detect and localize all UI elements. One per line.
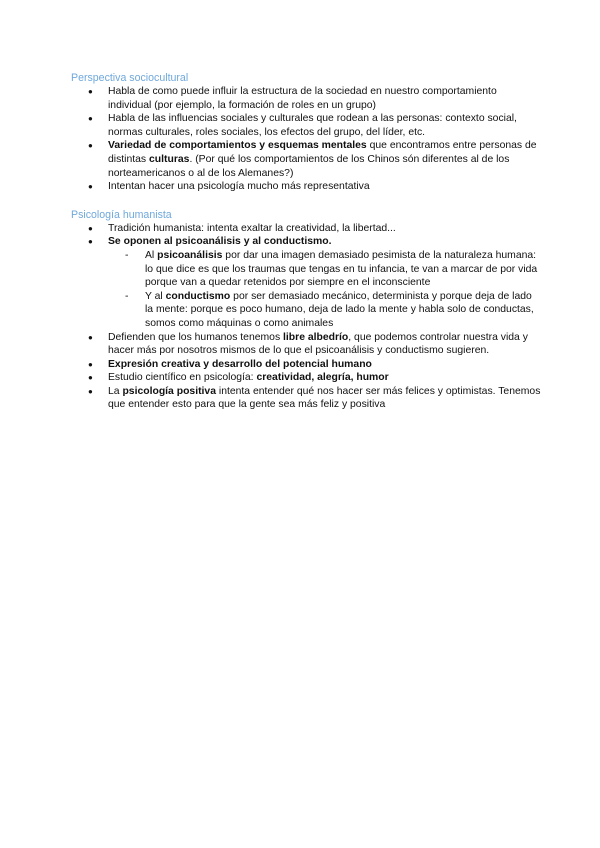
item-text: Habla de las influencias sociales y culturales que rodean a las personas: contexto social, normas culturales, roles sociales, los efectos del grupo, del líder, etc. xyxy=(108,113,517,138)
section-heading-humanista: Psicología humanista xyxy=(71,208,172,221)
item-bold-text: Variedad de comportamientos y esquemas mentales xyxy=(108,140,367,152)
item-text: Defienden que los humanos tenemos xyxy=(108,331,284,343)
document-content xyxy=(71,71,541,412)
item-text: por ser demasiado mecánico, determinista y porque deja de lado la mente: porque es poco humano, deja de lado la mente y habla solo de conductas, somos como máquinas o como animales xyxy=(145,290,534,329)
list-item xyxy=(71,180,541,194)
item-text: Intentan hacer una psicología mucho más representativa xyxy=(108,181,370,193)
list-item xyxy=(71,139,541,180)
item-text: Tradición humanista: intenta exaltar la creatividad, la libertad... xyxy=(108,222,396,234)
item-text: Y al xyxy=(145,290,166,302)
list-item xyxy=(71,385,541,412)
list-item xyxy=(71,331,541,358)
sub-list-item xyxy=(108,290,541,331)
list-item xyxy=(71,235,541,330)
list-item xyxy=(71,85,541,112)
list-item xyxy=(71,222,541,236)
list-item xyxy=(71,371,541,385)
section-heading-sociocultural: Perspectiva sociocultural xyxy=(71,72,189,84)
item-text: La xyxy=(108,385,123,397)
item-text: Habla de como puede influir la estructura de la sociedad en nuestro comportamiento individual (por ejemplo, la formación de roles en un grupo) xyxy=(108,86,497,111)
item-bold-text: psicoanálisis xyxy=(157,249,223,261)
list-item xyxy=(71,358,541,372)
item-text: Al xyxy=(145,249,158,261)
item-bold-text: creatividad, alegría, humor xyxy=(256,372,389,384)
item-text: que encontramos entre personas de distintas xyxy=(108,140,537,165)
bullet-list xyxy=(71,85,541,194)
item-bold-text: libre albedrío xyxy=(283,331,349,343)
item-bold-text: Expresión creativa y desarrollo del potencial humano xyxy=(108,358,372,370)
list-item xyxy=(71,112,541,139)
item-text: . (Por qué los comportamientos de los Chinos són diferentes al de los norteamericanos o al de los Alemanes?) xyxy=(108,153,510,179)
item-bold-text: psicología positiva xyxy=(122,385,216,397)
item-bold-text: Se oponen al psicoanálisis y al conductismo. xyxy=(108,236,332,248)
item-text: , que podemos controlar nuestra vida y hacer más por nosotros mismos de lo que el psicoanálisis y conductismo sugieren. xyxy=(108,331,528,357)
item-bold-text: conductismo xyxy=(165,290,231,302)
item-text: intenta entender qué nos hacer ser más felices y optimistas. Tenemos que entender esto para que la gente sea más feliz y positiva xyxy=(108,385,541,411)
bullet-list xyxy=(71,222,541,412)
sub-list-item xyxy=(108,249,541,290)
item-text: por dar una imagen demasiado pesimista de la naturaleza humana: lo que dice es que los traumas que tengas en tu infancia, te van a marcar de por vida porque van a quedar retenidos por siempre en el inconsciente xyxy=(145,249,538,289)
section-humanista xyxy=(71,208,541,412)
sub-list xyxy=(108,249,541,331)
item-text: Estudio científico en psicología: xyxy=(108,372,257,384)
item-bold-text: culturas xyxy=(149,153,190,165)
section-sociocultural xyxy=(71,71,541,194)
